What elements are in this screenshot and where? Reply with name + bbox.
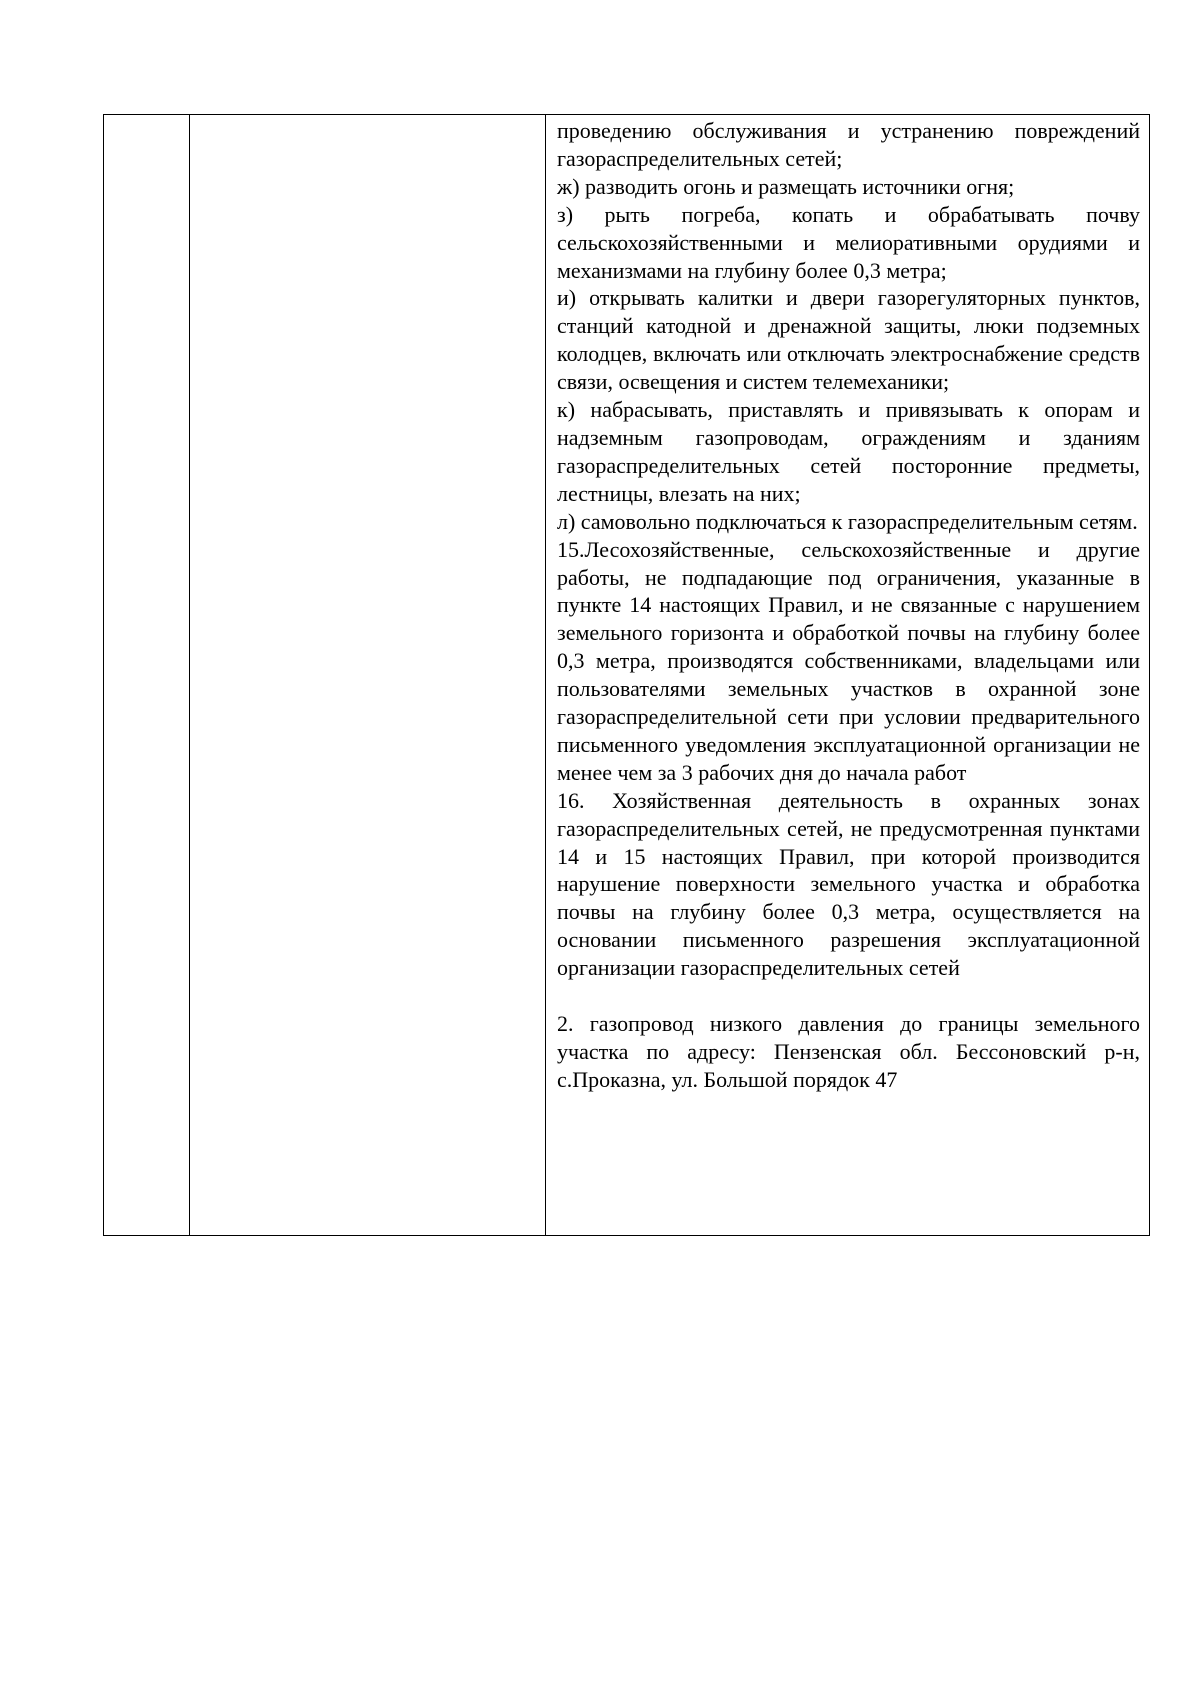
restrictions-text-block (546, 115, 1149, 1094)
table-cell-number (104, 115, 190, 1236)
table-cell-object (190, 115, 546, 1236)
paragraph-clause-15: 15.Лесохозяйственные, сельскохозяйственные и другие работы, не подпадающие под ограничения, указанные в пункте 14 настоящих Правил, и не связанные с нарушением земельного горизонта и обработкой почвы на глубину более 0,3 метра, производятся собственниками, владельцами или пользователями земельных участков в охранной зоне газораспределительной сети при условии предварительного письменного уведомления эксплуатационной организации не менее чем за 3 рабочих дня до начала работ (557, 536, 1140, 785)
paragraph-clause-16: 16. Хозяйственная деятельность в охранных зонах газораспределительных сетей, не предусмотренная пунктами 14 и 15 настоящих Правил, при которой производится нарушение поверхности земельного участка и обработка почвы на глубину более 0,3 метра, осуществляется на основании письменного разрешения эксплуатационной организации газораспределительных сетей (557, 787, 1140, 981)
paragraph-item-z: з) рыть погреба, копать и обрабатывать почву сельскохозяйственными и мелиоративными орудиями и механизмами на глубину более 0,3 метра; (557, 201, 1140, 283)
paragraph-item-zh: ж) разводить огонь и размещать источники огня; (557, 173, 1015, 199)
paragraph-item-i: и) открывать калитки и двери газорегуляторных пунктов, станций катодной и дренажной защиты, люки подземных колодцев, включать или отключать электроснабжение средств связи, освещения и систем телемеханики; (557, 285, 1140, 395)
paragraph-gas-pipeline-address: 2. газопровод низкого давления до границы земельного участка по адресу: Пензенская обл. Бессоновский р-н, с.Проказна, ул. Большой порядок 47 (557, 1010, 1140, 1092)
document-table (103, 114, 1150, 1236)
paragraph-maintenance: проведению обслуживания и устранению повреждений газораспределительных сетей; (557, 118, 1140, 171)
paragraph-item-k: к) набрасывать, приставлять и привязывать к опорам и надземным газопроводам, ограждениям и зданиям газораспределительных сетей посторонние предметы, лестницы, влезать на них; (557, 397, 1140, 506)
paragraph-item-l: л) самовольно подключаться к газораспределительным сетям. (557, 508, 1138, 534)
table-cell-restrictions (546, 115, 1150, 1236)
paragraph-spacer (557, 982, 1140, 1010)
table-row (104, 115, 1150, 1236)
